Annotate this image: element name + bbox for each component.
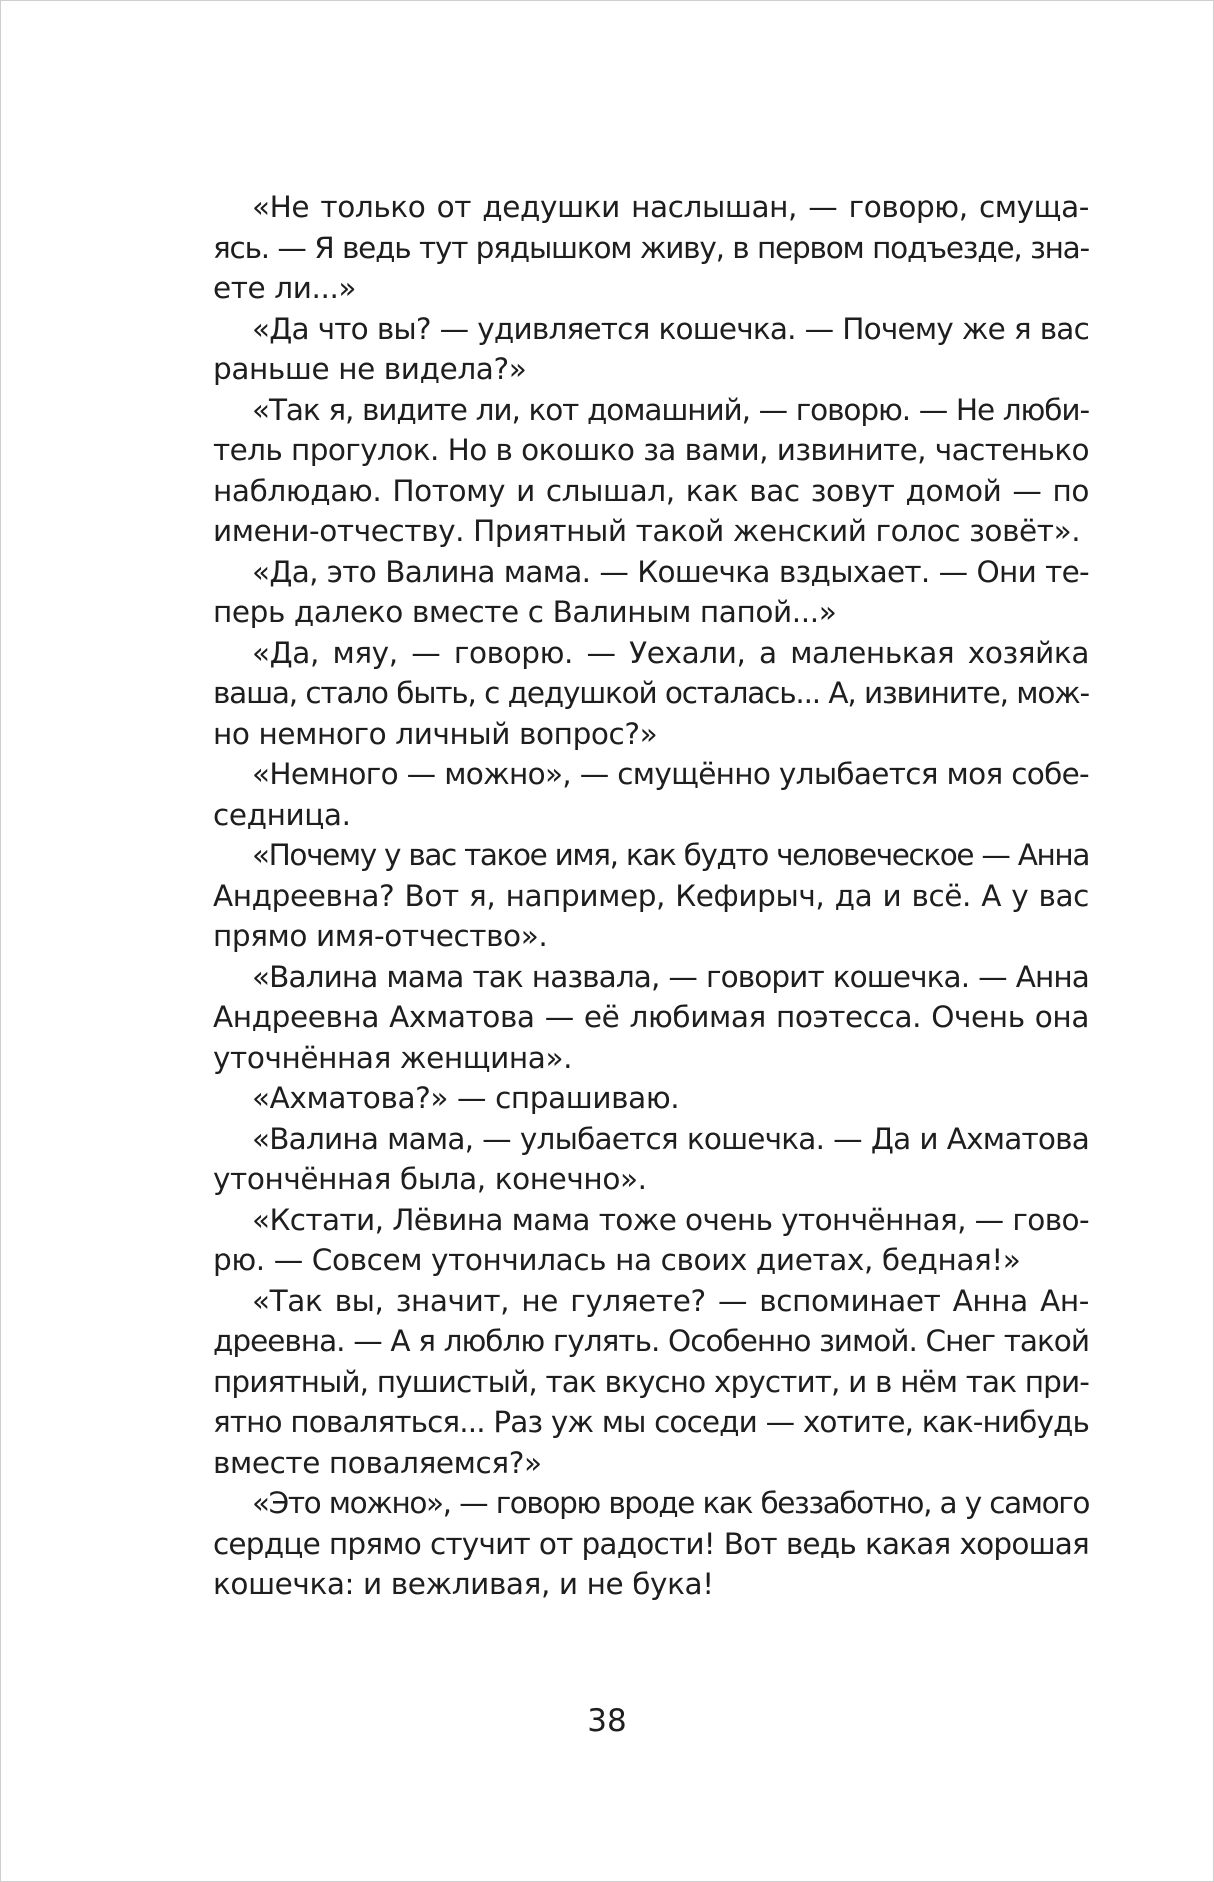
text-line: «Валина мама так назвала, — говорит кошечка. — Анна <box>252 959 1089 994</box>
text-line: ваша, стало быть, с дедушкой осталась... А, извините, мож- <box>213 676 1089 710</box>
text-line: «Не только от дедушки наслышан, — говорю, смуща- <box>252 190 1089 224</box>
text-line: ятно поваляться... Раз уж мы соседи — хотите, как-нибудь <box>213 1405 1089 1439</box>
text-line: Андреевна Ахматова — её любимая поэтесса. Очень она <box>213 1000 1089 1034</box>
text-line: ете ли...» <box>213 271 357 305</box>
text-line: «Да, это Валина мама. — Кошечка вздыхает. — Они те- <box>252 554 1089 589</box>
text-line: «Да, мяу, — говорю. — Уехали, а маленькая хозяйка <box>252 635 1089 670</box>
text-line: наблюдаю. Потому и слышал, как вас зовут домой — по <box>213 473 1089 508</box>
page-number: 38 <box>587 1703 627 1739</box>
text-line: перь далеко вместе с Валиным папой...» <box>213 595 837 629</box>
text-line: рю. — Совсем утончилась на своих диетах, бедная!» <box>213 1243 1021 1277</box>
text-line: «Так я, видите ли, кот домашний, — говорю. — Не люби- <box>252 392 1089 427</box>
text-line: дреевна. — А я люблю гулять. Особенно зимой. Снег такой <box>213 1324 1089 1358</box>
text-line: приятный, пушистый, так вкусно хрустит, и в нём так при- <box>213 1364 1089 1399</box>
text-line: «Валина мама, — улыбается кошечка. — Да и Ахматова <box>252 1121 1089 1156</box>
text-line: уточнённая женщина». <box>213 1040 573 1075</box>
text-line: «Так вы, значит, не гуляете? — вспоминает Анна Ан- <box>252 1283 1089 1318</box>
text-line: «Это можно», — говорю вроде как беззаботно, а у самого <box>252 1486 1089 1520</box>
text-line: «Ахматова?» — спрашиваю. <box>252 1081 680 1115</box>
text-line: сердце прямо стучит от радости! Вот ведь какая хорошая <box>213 1526 1089 1561</box>
text-line: кошечка: и вежливая, и не бука! <box>213 1567 714 1601</box>
text-line: имени-отчеству. Приятный такой женский голос зовёт». <box>213 514 1081 548</box>
text-line: «Кстати, Лёвина мама тоже очень утончённая, — гово- <box>252 1202 1089 1237</box>
text-line: Андреевна? Вот я, например, Кефирыч, да и всё. А у вас <box>213 878 1089 913</box>
text-line: раньше не видела?» <box>213 352 527 386</box>
text-line: ясь. — Я ведь тут рядышком живу, в первом подъезде, зна- <box>213 230 1089 265</box>
text-line: «Да что вы? — удивляется кошечка. — Почему же я вас <box>252 311 1089 346</box>
text-line: тель прогулок. Но в окошко за вами, извините, частенько <box>213 433 1089 467</box>
body-text <box>213 187 1089 1605</box>
text-line: «Почему у вас такое имя, как будто человеческое — Анна <box>252 838 1089 872</box>
text-line: утончённая была, конечно». <box>213 1162 647 1196</box>
text-line: седница. <box>213 797 351 832</box>
text-line: но немного личный вопрос?» <box>213 716 658 751</box>
text-line: прямо имя-отчество». <box>213 919 548 953</box>
text-line: вместе поваляемся?» <box>213 1445 542 1480</box>
text-line: «Немного — можно», — смущённо улыбается моя собе- <box>252 757 1089 791</box>
